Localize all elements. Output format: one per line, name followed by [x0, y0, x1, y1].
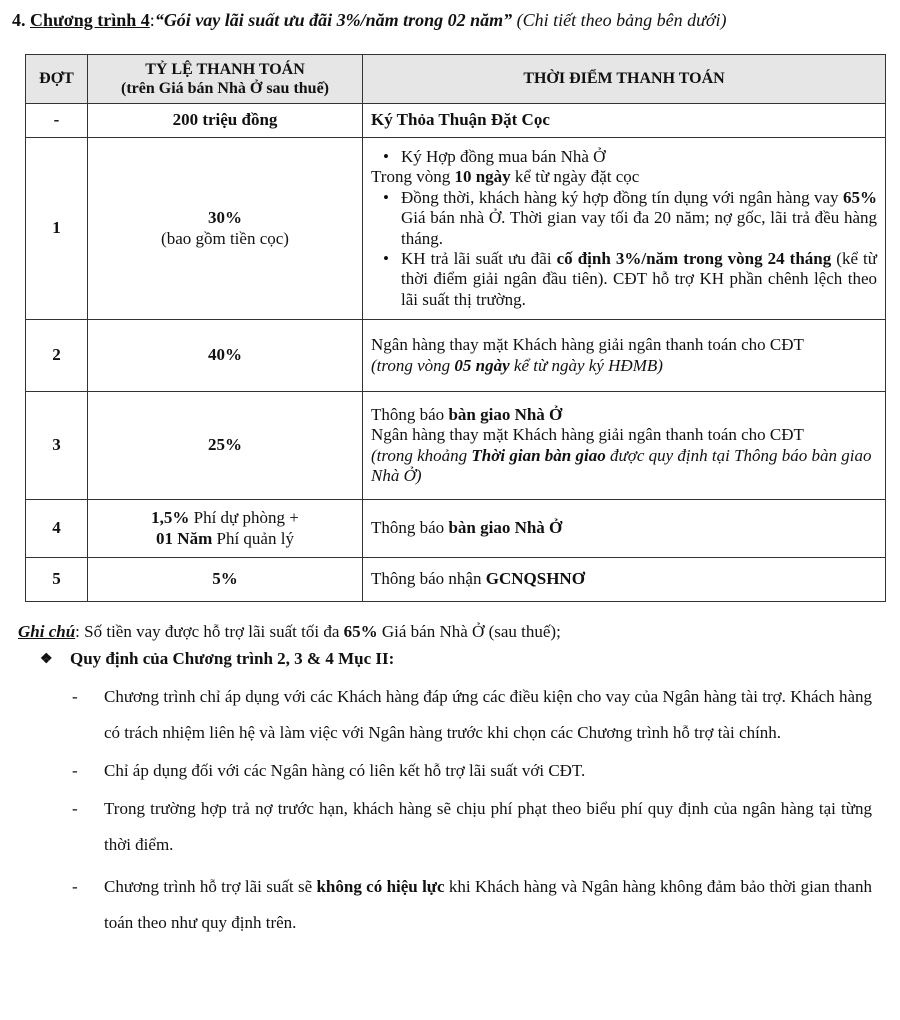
table-row [26, 392, 886, 500]
header-time: THỜI ĐIỂM THANH TOÁN [363, 55, 886, 104]
row3-line3: (trong khoảng Thời gian bàn giao được quy định tại Thông báo bàn giao Nhà Ở) [371, 445, 872, 485]
table-row [26, 320, 886, 392]
row1-ratio [88, 138, 363, 320]
row1-time [363, 138, 886, 320]
row1-ratio-note: (bao gồm tiền cọc) [161, 228, 289, 248]
row1-bullet-1-sub: Trong vòng 10 ngày kể từ ngày đặt cọc [371, 167, 640, 187]
header-dot: ĐỢT [26, 55, 88, 104]
row1-bullet-2: • Đồng thời, khách hàng ký hợp đồng tín dụng với ngân hàng vay 65% Giá bán nhà Ở. Thời gian vay tối đa 20 năm; nợ gốc, lãi trả đều hàng tháng. [383, 187, 877, 248]
program-title: “Gói vay lãi suất ưu đãi 3%/năm trong 02 năm” [154, 10, 513, 30]
heading-note: (Chi tiết theo bảng bên dưới) [516, 10, 727, 30]
header-ratio-line1: TỶ LỆ THANH TOÁN [145, 60, 305, 78]
notes-section [18, 622, 878, 943]
row3-ratio: 25% [88, 392, 363, 500]
row0-ratio: 200 triệu đồng [88, 104, 363, 138]
table-header-row [26, 55, 886, 104]
row0-time: Ký Thỏa Thuận Đặt Cọc [363, 104, 886, 138]
row1-ratio-value: 30% [208, 207, 242, 227]
row5-ratio: 5% [88, 558, 363, 602]
table-row [26, 104, 886, 138]
row1-dot: 1 [26, 138, 88, 320]
row5-time: Thông báo nhận GCNQSHNƠ [363, 558, 886, 602]
row5-dot: 5 [26, 558, 88, 602]
row3-line1: Thông báo bàn giao Nhà Ở [371, 404, 563, 424]
payment-schedule-table [25, 54, 886, 602]
section-heading [12, 10, 892, 32]
list-item: - Trong trường hợp trả nợ trước hạn, khách hàng sẽ chịu phí phạt theo biểu phí quy định của ngân hàng tại từng thời điểm. [72, 799, 872, 855]
table-row [26, 500, 886, 558]
note-line: Ghi chú: Số tiền vay được hỗ trợ lãi suất tối đa 65% Giá bán Nhà Ở (sau thuế); [18, 622, 561, 641]
header-ratio-line2: (trên Giá bán Nhà Ở sau thuế) [120, 80, 330, 97]
diamond-bullet-icon: ❖ [40, 651, 53, 667]
list-item: - Chương trình hỗ trợ lãi suất sẽ không có hiệu lực khi Khách hàng và Ngân hàng không đảm bảo thời gian thanh toán theo như quy định trên. [72, 877, 873, 933]
heading-colon: : [149, 10, 155, 30]
row3-time [363, 392, 886, 500]
row3-dot: 3 [26, 392, 88, 500]
section-number: 4. [12, 10, 26, 30]
table-row [26, 138, 886, 320]
row0-dot: - [26, 104, 88, 138]
table-row [26, 558, 886, 602]
row2-dot: 2 [26, 320, 88, 392]
list-item: - Chương trình chỉ áp dụng với các Khách hàng đáp ứng các điều kiện cho vay của Ngân hàng tài trợ. Khách hàng có trách nhiệm liên hệ và làm việc với Ngân hàng trước khi chọn các Chương trình hỗ trợ tài chính. [72, 687, 872, 743]
row4-time: Thông báo bàn giao Nhà Ở [363, 500, 886, 558]
row1-bullet-1: • Ký Hợp đồng mua bán Nhà Ở [383, 146, 606, 166]
row1-bullet-3: • KH trả lãi suất ưu đãi cố định 3%/năm trong vòng 24 tháng (kể từ thời điểm giải ngân đầu tiên). CĐT hỗ trợ KH phần chênh lệch theo lãi suất thị trường. [383, 248, 877, 309]
program-name: Chương trình 4 [30, 10, 150, 30]
row2-ratio: 40% [88, 320, 363, 392]
header-ratio [88, 55, 363, 104]
row3-line2: Ngân hàng thay mặt Khách hàng giải ngân thanh toán cho CĐT [371, 425, 804, 445]
row2-time [363, 320, 886, 392]
row2-line1: Ngân hàng thay mặt Khách hàng giải ngân thanh toán cho CĐT [371, 335, 804, 355]
row4-ratio: 1,5% Phí dự phòng + 01 Năm Phí quản lý [88, 500, 363, 558]
list-item: - Chỉ áp dụng đối với các Ngân hàng có liên kết hỗ trợ lãi suất với CĐT. [72, 761, 586, 781]
row4-dot: 4 [26, 500, 88, 558]
rules-list [18, 679, 878, 941]
note-label: Ghi chú [18, 622, 76, 641]
row2-line2: (trong vòng 05 ngày kể từ ngày ký HĐMB) [371, 355, 663, 375]
rules-title: ❖ Quy định của Chương trình 2, 3 & 4 Mục II: [40, 648, 395, 668]
